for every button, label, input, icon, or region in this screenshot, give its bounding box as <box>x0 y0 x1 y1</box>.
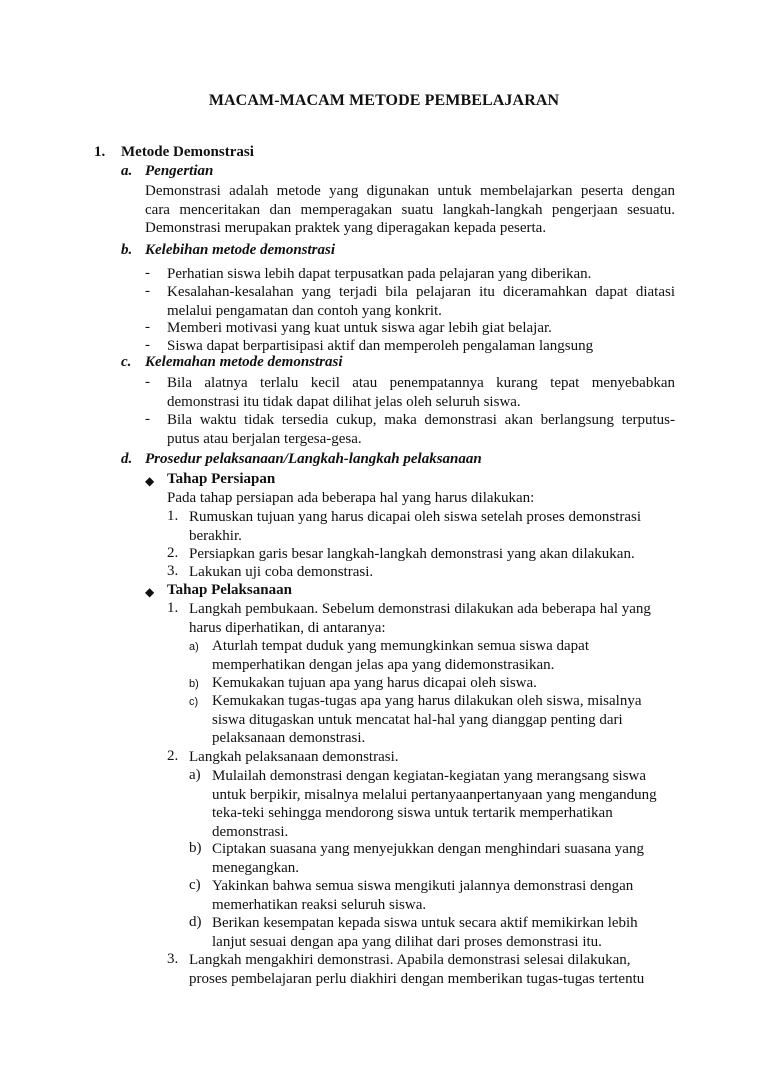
list-item <box>167 411 675 448</box>
step-line: berakhir. <box>189 527 242 544</box>
step-number: 1. <box>167 508 179 524</box>
sub-line: untuk berpikir, misalnya melalui pertanyaanpertanyaan yang mengandung <box>212 786 657 803</box>
list-item-line: melalui pengamatan dan contoh yang konkrit. <box>167 302 442 319</box>
step-number: 3. <box>167 951 179 967</box>
list-dash: - <box>145 319 150 335</box>
sub-item <box>212 877 680 914</box>
step-number: 2. <box>167 545 179 561</box>
subsection-a-heading: Pengertian <box>145 163 214 179</box>
sub-item <box>212 637 680 674</box>
sub-label: d) <box>189 914 202 930</box>
sub-line: Yakinkan bahwa semua siswa mengikuti jalannya demonstrasi dengan <box>212 878 634 894</box>
step-item <box>189 951 679 988</box>
subsection-d-label: d. <box>121 451 133 467</box>
paragraph-line: Demonstrasi adalah metode yang digunakan untuk membelajarkan peserta dengan <box>145 183 675 199</box>
step-line: Persiapkan garis besar langkah-langkah demonstrasi yang akan dilakukan. <box>189 546 635 562</box>
subsection-c-label: c. <box>121 354 132 370</box>
list-item-line: Kesalahan-kesalahan yang terjadi bila pelajaran itu diceramahkan dapat diatasi <box>167 284 675 300</box>
list-dash: - <box>145 337 150 353</box>
sub-item <box>212 914 680 951</box>
subsection-b-heading: Kelebihan metode demonstrasi <box>145 242 336 258</box>
sub-label: a) <box>189 641 199 653</box>
step-number: 3. <box>167 563 179 579</box>
subsection-c-heading: Kelemahan metode demonstrasi <box>145 354 343 370</box>
sub-line: teka-teki sehingga mendorong siswa untuk tertarik memperhatikan <box>212 805 613 821</box>
list-item-line: Memberi motivasi yang kuat untuk siswa agar lebih giat belajar. <box>167 320 552 336</box>
list-item <box>167 283 675 320</box>
list-item <box>167 319 675 338</box>
sub-line: Mulailah demonstrasi dengan kegiatan-kegiatan yang merangsang siswa <box>212 768 647 784</box>
list-item-line: Bila alatnya terlalu kecil atau penempatannya kurang tepat menyebabkan <box>167 375 675 391</box>
tahap-pelaksanaan-heading: Tahap Pelaksanaan <box>167 582 292 598</box>
step-item <box>189 600 679 637</box>
step-item <box>189 748 679 767</box>
sub-label: c) <box>189 696 199 708</box>
step-item <box>189 545 679 564</box>
sub-line: Berikan kesempatan kepada siswa untuk secara aktif memikirkan lebih <box>212 915 638 931</box>
document-title: MACAM-MACAM METODE PEMBELAJARAN <box>208 92 560 109</box>
paragraph-line: cara menceritakan dan memperagakan suatu langkah-langkah pengerjaan sesuatu. <box>145 201 675 218</box>
step-line: harus diperhatikan, di antaranya: <box>189 619 386 636</box>
sub-label: b) <box>189 678 199 690</box>
step-line: Langkah mengakhiri demonstrasi. Apabila demonstrasi selesai dilakukan, <box>189 952 631 968</box>
sub-line: memerhatikan reaksi seluruh siswa. <box>212 896 427 913</box>
list-dash: - <box>145 374 150 390</box>
sub-line: Kemukakan tugas-tugas apa yang harus dilakukan oleh siswa, misalnya <box>212 693 642 709</box>
sub-line: Kemukakan tujuan apa yang harus dicapai oleh siswa. <box>212 675 537 691</box>
list-item-line: Perhatian siswa lebih dapat terpusatkan pada pelajaran yang diberikan. <box>167 266 592 282</box>
list-item <box>167 265 675 284</box>
step-item <box>189 508 679 545</box>
sub-label: c) <box>189 877 201 893</box>
sub-line: Ciptakan suasana yang menyejukkan dengan menghindari suasana yang <box>212 841 644 857</box>
intro-line: Pada tahap persiapan ada beberapa hal yang harus dilakukan: <box>167 490 535 506</box>
step-line: Lakukan uji coba demonstrasi. <box>189 564 374 580</box>
sub-item <box>212 840 680 877</box>
sub-item <box>212 692 680 748</box>
list-item-line: Siswa dapat berpartisipasi aktif dan memperoleh pengalaman langsung <box>167 338 594 354</box>
sub-item <box>212 767 680 841</box>
list-item-line: demonstrasi itu tidak dapat dilihat jelas oleh seluruh siswa. <box>167 393 521 410</box>
sub-line: demonstrasi. <box>212 823 289 840</box>
sub-line: Aturlah tempat duduk yang memungkinkan semua siswa dapat <box>212 638 589 654</box>
step-line: Langkah pembukaan. Sebelum demonstrasi dilakukan ada beberapa hal yang <box>189 601 651 617</box>
pengertian-paragraph <box>145 182 675 238</box>
bullet-icon: ◆ <box>145 585 155 599</box>
tahap-persiapan-heading: Tahap Persiapan <box>167 471 276 487</box>
step-line: proses pembelajaran perlu diakhiri dengan memberikan tugas-tugas tertentu <box>189 970 645 987</box>
section-number: 1. <box>94 144 106 160</box>
paragraph-line: Demonstrasi merupakan praktek yang diperagakan kepada peserta. <box>145 220 547 236</box>
subsection-a-label: a. <box>121 163 133 179</box>
step-item <box>189 563 679 582</box>
step-number: 1. <box>167 600 179 616</box>
sub-item <box>212 674 680 693</box>
step-line: Rumuskan tujuan yang harus dicapai oleh siswa setelah proses demonstrasi <box>189 509 641 525</box>
sub-line: siswa ditugaskan untuk mencatat hal-hal yang dianggap penting dari <box>212 711 623 728</box>
tahap-persiapan-intro <box>167 489 677 508</box>
step-number: 2. <box>167 748 179 764</box>
sub-line: lanjut sesuai dengan apa yang dilihat dari proses demonstrasi itu. <box>212 933 602 950</box>
list-item <box>167 374 675 411</box>
sub-label: a) <box>189 767 201 783</box>
section-heading: Metode Demonstrasi <box>121 144 254 160</box>
list-item-line: Bila waktu tidak tersedia cukup, maka demonstrasi akan berlangsung terputus- <box>167 412 675 428</box>
sub-line: memperhatikan dengan jelas apa yang didemonstrasikan. <box>212 656 555 673</box>
subsection-d-heading: Prosedur pelaksanaan/Langkah-langkah pelaksanaan <box>145 451 482 467</box>
sub-line: menegangkan. <box>212 859 300 876</box>
list-item-line: putus atau berjalan tergesa-gesa. <box>167 430 362 447</box>
list-dash: - <box>145 283 150 299</box>
step-line: Langkah pelaksanaan demonstrasi. <box>189 749 399 765</box>
list-dash: - <box>145 411 150 427</box>
bullet-icon: ◆ <box>145 474 155 488</box>
subsection-b-label: b. <box>121 242 133 258</box>
sub-label: b) <box>189 840 202 856</box>
sub-line: pelaksanaan demonstrasi. <box>212 730 366 746</box>
list-dash: - <box>145 265 150 281</box>
list-item <box>167 337 675 356</box>
